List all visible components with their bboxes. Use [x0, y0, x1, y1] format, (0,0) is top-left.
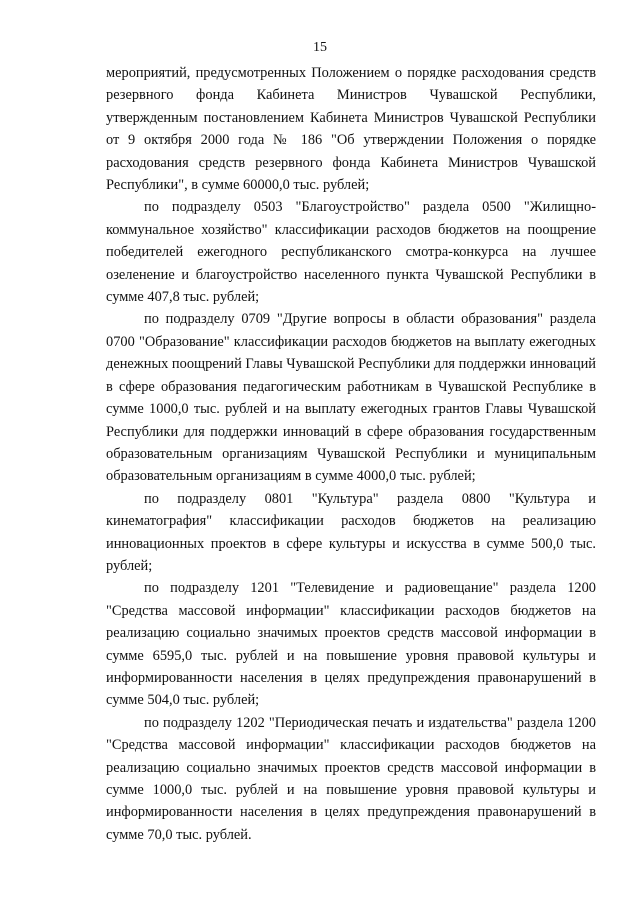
- paragraph-continuation: мероприятий, предусмотренных Положением о порядке расходования средств резервного фонда Кабинета Министров Чувашской Республики, утвержденным постановлением Кабинета Министров Чувашской Республики от 9 октября 2000 года № 186 "Об утверждении Положения о порядке расходования средств резервного фонда Кабинета Министров Чувашской Республики", в сумме 60000,0 тыс. рублей;: [106, 65, 596, 194]
- paragraph-subsection-1202: по подразделу 1202 "Периодическая печать и издательства" раздела 1200 "Средства массовой информации" классификации расходов бюджетов на реализацию социально значимых проектов средств массовой информации в сумме 1000,0 тыс. рублей и на повышение уровня правовой культуры и информированности населения в целях предупреждения правонарушений в сумме 70,0 тыс. рублей.: [106, 714, 596, 843]
- page-number: 15: [313, 40, 327, 55]
- paragraph-subsection-0801: по подразделу 0801 "Культура" раздела 0800 "Культура и кинематография" классификации расходов бюджетов на реализацию инновационных проектов в сфере культуры и искусства в сумме 500,0 тыс. рублей;: [106, 490, 596, 574]
- paragraph-subsection-0709: по подразделу 0709 "Другие вопросы в области образования" раздела 0700 "Образование" классификации расходов бюджетов на выплату ежегодных денежных поощрений Главы Чувашской Республики для поддержки инноваций в сфере образования педагогическим работникам в Чувашской Республике в сумме 1000,0 тыс. рублей и на выплату ежегодных грантов Главы Чувашской Республики для поддержки инноваций в сфере образования государственным образовательным организациям Чувашской Республики и муниципальным образовательным организациям в сумме 4000,0 тыс. рублей;: [106, 311, 596, 485]
- paragraph-subsection-0503: по подразделу 0503 "Благоустройство" раздела 0500 "Жилищно-коммунальное хозяйство" классификации расходов бюджетов на поощрение победителей ежегодного республиканского смотра-конкурса на лучшее озеленение и благоустройство населенного пункта Чувашской Республики в сумме 407,8 тыс. рублей;: [106, 199, 596, 306]
- paragraph-subsection-1201: по подразделу 1201 "Телевидение и радиовещание" раздела 1200 "Средства массовой информации" классификации расходов бюджетов на реализацию социально значимых проектов средств массовой информации в сумме 6595,0 тыс. рублей и на повышение уровня правовой культуры и информированности населения в целях предупреждения правонарушений в сумме 504,0 тыс. рублей;: [106, 580, 596, 709]
- document-body: [106, 62, 596, 846]
